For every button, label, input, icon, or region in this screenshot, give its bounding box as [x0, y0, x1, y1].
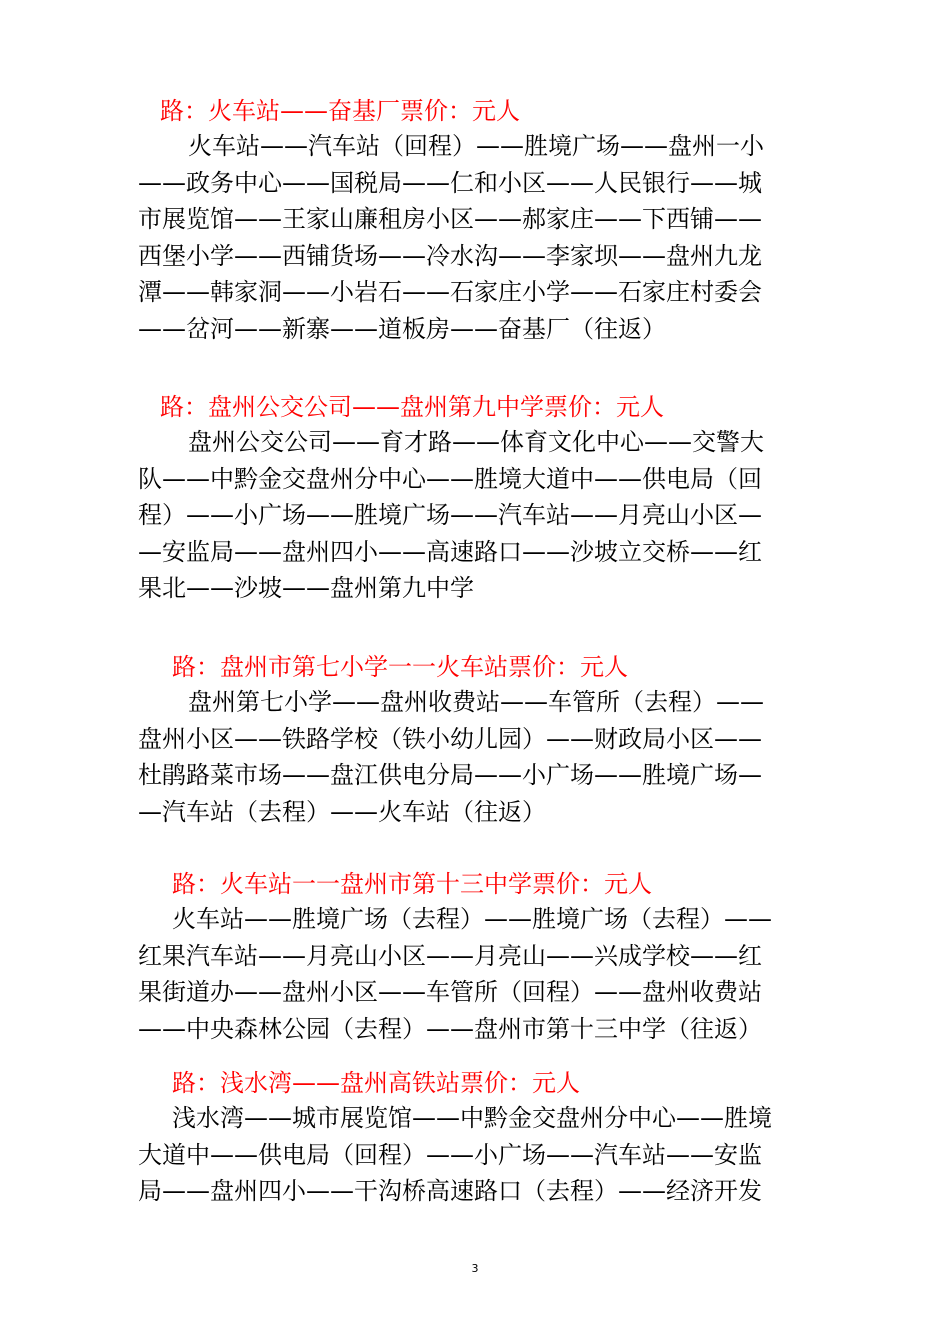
route-section-5	[138, 1068, 828, 1210]
route-line: 杜鹃路菜市场——盘江供电分局——小广场——胜境广场—	[138, 761, 762, 789]
route-stops	[138, 424, 828, 607]
route-line: 果街道办——盘州小区——车管所（回程）——盘州收费站	[138, 978, 762, 1006]
route-line: 火车站——汽车站（回程）——胜境广场——盘州一小	[188, 132, 764, 160]
route-line: 浅水湾——城市展览馆——中黔金交盘州分中心——胜境	[172, 1104, 772, 1132]
route-line: ——政务中心——国税局——仁和小区——人民银行——城	[138, 168, 762, 197]
route-section-4	[138, 869, 828, 1047]
route-line: —安监局——盘州四小——高速路口——沙坡立交桥——红	[138, 537, 762, 566]
route-line: 盘州小区——铁路学校（铁小幼儿园）——财政局小区——	[138, 724, 762, 753]
route-line: 果北——沙坡——盘州第九中学	[138, 574, 474, 602]
route-line: 队——中黔金交盘州分中心——胜境大道中——供电局（回	[138, 464, 762, 493]
route-stops	[138, 128, 828, 347]
route-line: 火车站——胜境广场（去程）——胜境广场（去程）——	[172, 905, 772, 933]
route-section-2	[138, 392, 828, 607]
route-stops	[138, 684, 828, 830]
route-heading: 路：盘州市第七小学一一火车站票价：元人	[172, 653, 628, 681]
route-line: 红果汽车站——月亮山小区——月亮山——兴成学校——红	[138, 941, 762, 970]
route-section-3	[138, 652, 828, 830]
route-line: 潭——韩家洞——小岩石——石家庄小学——石家庄村委会	[138, 278, 762, 306]
route-line: 盘州第七小学——盘州收费站——车管所（去程）——	[188, 688, 764, 716]
route-heading: 路：浅水湾——盘州高铁站票价：元人	[172, 1069, 580, 1097]
page-number: 3	[471, 1262, 479, 1275]
route-line: ——岔河——新寨——道板房——奋基厂（往返）	[138, 314, 666, 343]
route-section-1	[138, 96, 828, 347]
route-heading: 路：火车站一一盘州市第十三中学票价：元人	[172, 870, 652, 898]
route-stops	[138, 1100, 828, 1210]
route-line: 局——盘州四小——干沟桥高速路口（去程）——经济开发	[138, 1177, 762, 1205]
route-line: 西堡小学——西铺货场——冷水沟——李家坝——盘州九龙	[138, 241, 762, 270]
route-line: 盘州公交公司——育才路——体育文化中心——交警大	[188, 428, 764, 456]
route-line: 市展览馆——王家山廉租房小区——郝家庄——下西铺——	[138, 205, 762, 233]
route-line: 程）——小广场——胜境广场——汽车站——月亮山小区—	[138, 501, 762, 529]
route-line: —汽车站（去程）——火车站（往返）	[138, 797, 546, 826]
route-heading: 路：火车站——奋基厂票价：元人	[160, 97, 520, 125]
route-stops	[138, 901, 828, 1047]
route-line: 大道中——供电局（回程）——小广场——汽车站——安监	[138, 1140, 762, 1169]
route-line: ——中央森林公园（去程）——盘州市第十三中学（往返）	[138, 1014, 762, 1043]
route-heading: 路：盘州公交公司——盘州第九中学票价：元人	[160, 393, 664, 421]
